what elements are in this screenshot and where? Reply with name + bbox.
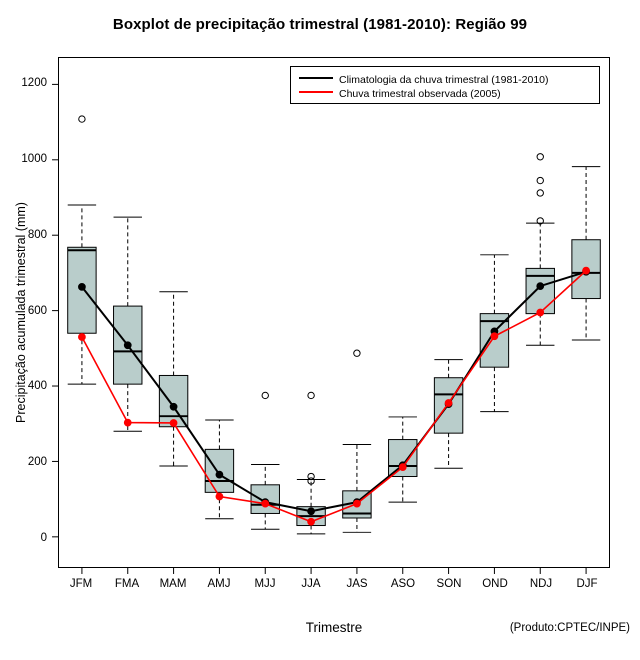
x-tick-label: MJJ [254,578,276,590]
y-axis-label: Precipitação acumulada trimestral (mm) [14,202,28,423]
x-tick-label: JAS [346,578,368,590]
series-line-observada [82,271,586,522]
boxplot-box [434,360,462,469]
legend-swatch-climatologia [299,77,333,79]
plot-svg [59,58,609,567]
legend-label-climatologia: Climatologia da chuva trimestral (1981-2010) [339,74,549,86]
boxplot-box [526,154,554,346]
x-tick-label: MAM [159,578,187,590]
x-axis-label: Trimestre [305,620,363,635]
series-point-observada [79,334,86,341]
series-point-observada [216,493,223,500]
y-tick-label: 1200 [21,77,47,90]
legend-swatch-observada [299,91,333,93]
y-tick-label: 200 [27,456,47,468]
y-tick-label: 1000 [21,153,47,166]
outlier-point [308,473,314,479]
source-note: (Produto:CPTEC/INPE) [509,622,630,634]
outlier-point [537,190,543,196]
x-tick-label: ASO [390,578,416,590]
y-tick-label: 0 [40,531,47,544]
boxplot-box [251,392,279,529]
legend-entry-climatologia [299,74,549,88]
y-tick-label: 800 [27,228,47,241]
plot-frame [58,57,610,568]
boxplot-box [572,167,600,340]
chart-legend [290,66,600,104]
series-point-observada [170,420,177,427]
series-point-climatologia [170,403,177,410]
outlier-point [79,116,85,122]
series-point-climatologia [216,471,223,478]
x-tick-label: NDJ [529,578,553,590]
boxplot-box [389,417,417,502]
x-tick-label: OND [482,578,508,590]
x-tick-label: DJF [576,578,598,590]
series-point-observada [491,333,498,340]
series-point-observada [583,267,590,274]
series-point-observada [262,500,269,507]
series-point-climatologia [79,283,86,290]
boxplot-box [114,217,142,431]
series-point-climatologia [537,283,544,290]
series-point-observada [308,518,315,525]
x-tick-label: JJA [301,578,321,590]
series-point-observada [354,500,361,507]
series-point-observada [445,400,452,407]
boxplot-box [205,420,233,519]
legend-label-observada: Chuva trimestral observada (2005) [339,88,501,100]
x-tick-label: JFM [69,578,93,590]
box-rect [159,375,187,426]
x-tick-label: SON [436,578,462,590]
series-point-climatologia [124,342,131,349]
chart-title: Boxplot de precipitação trimestral (1981-2010): Região 99 [112,16,528,33]
series-point-observada [399,464,406,471]
series-point-observada [124,419,131,426]
series-point-observada [537,309,544,316]
outlier-point [537,177,543,183]
outlier-point [354,350,360,356]
outlier-point [537,154,543,160]
series-line-climatologia [82,272,586,511]
legend-entry-observada [299,88,501,102]
boxplot-box [68,116,96,384]
y-tick-label: 400 [27,380,47,393]
outlier-point [262,392,268,398]
x-tick-label: AMJ [207,578,231,590]
outlier-point [308,392,314,398]
y-tick-label: 600 [27,304,47,317]
series-point-climatologia [308,508,315,515]
x-tick-label: FMA [114,578,140,590]
